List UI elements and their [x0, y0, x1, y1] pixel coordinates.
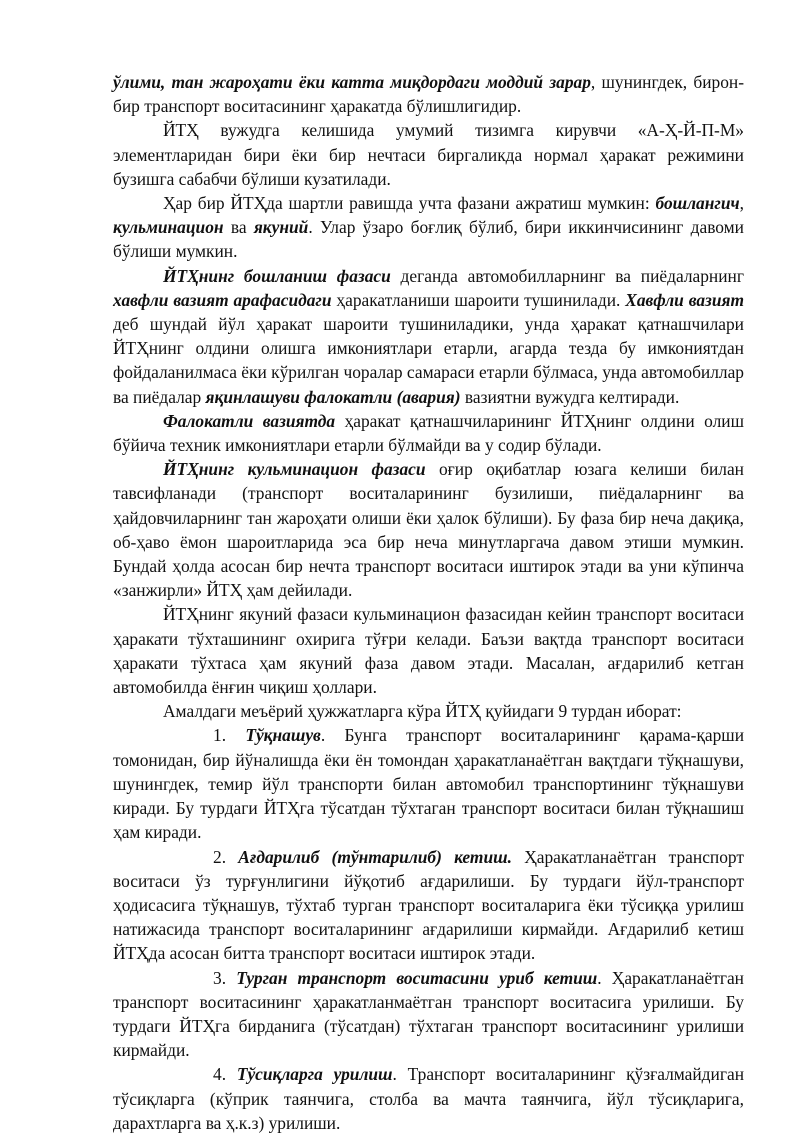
paragraph-intro-continuation: ўлими, тан жароҳати ёки катта миқдордаги моддий зарар, шунингдек, бирон-бир транспорт воситасининг ҳаракатда бўлишлигидир.: [113, 72, 744, 117]
paragraph-culmination-phase: ЙТҲнинг кульминацион фазаси оғир оқибатлар юзага келиши билан тавсифланади (транспорт воситаларининг бузилиши, пиёдаларнинг ва ҳайдовчиларнинг тан жароҳати олиши ёки ҳалок бўлиши). Бу фаза бир неча дақиқа, об-ҳаво ёмон шароитларида эса бир неча минутларгача давом этиши мумкин. Бундай ҳолда асосан бир нечта транспорт воситаси иштирок этади ва уни кўпинча «занжирли» ЙТҲ ҳам дейилади.: [113, 459, 744, 601]
list-item-rollover: 2. Ағдарилиб (тўнтарилиб) кетиш. Ҳаракатланаётган транспорт воситаси ўз турғунлигини йўқотиб ағдарилиши. Бу турдаги йўл-транспорт ҳодисасига тўқнашув, тўхтаб турган транспорт воситаларига ёки тўсиққа урилиш натижасида транспорт воситаларининг ағдарилиши кирмайди. Ағдарилиб кетиш ЙТҲда асосан битта транспорт воситаси иштирок этади.: [113, 846, 744, 964]
paragraph-elements: ЙТҲ вужудга келишида умумий тизимга кирувчи «А-Ҳ-Й-П-М» элементларидан бири ёки бир нечтаси биргаликда нормал ҳаракат режимини бузишга сабабчи бўлиши кузатилади.: [113, 120, 744, 189]
paragraph-phases: Ҳар бир ЙТҲда шартли равишда учта фазани ажратиш мумкин: бошлангич, кульминацион ва якуний. Улар ўзаро боғлиқ бўлиб, бири иккинчисининг давоми бўлиши мумкин.: [113, 193, 744, 262]
paragraph-final-phase: ЙТҲнинг якуний фазаси кульминацион фазасидан кейин транспорт воситаси ҳаракати тўхташининг охирига тўғри келади. Баъзи вақтда транспорт воситаси ҳаракати тўхтаса ҳам якуний фаза давом этади. Масалан, ағдарилиб кетган автомобилда ёнғин чиқиш ҳоллари.: [113, 604, 744, 698]
paragraph-emergency-situation: Фалокатли вазиятда ҳаракат қатнашчиларининг ЙТҲнинг олдини олиш бўйича техник имкониятлари етарли бўлмайди ва у содир бўлади.: [113, 410, 744, 456]
list-item-obstacle-hit: 4. Тўсиқларга урилиш. Транспорт воситаларининг қўзғалмайдиган тўсиқларга (кўприк таянчига, столба ва мачта таянчига, йўл тўсиқларига, дарахтларга ва ҳ.к.з) урилиши.: [113, 1064, 744, 1133]
list-item-parked-vehicle-hit: 3. Турган транспорт воситасини уриб кетиш. Ҳаракатланаётган транспорт воситасининг ҳаракатланмаётган транспорт воситасига урилиши. Бу турдаги ЙТҲга бирданига (тўсатдан) тўхтаган транспорт воситасининг урилиши кирмайди.: [113, 967, 744, 1061]
paragraph-types-intro: Амалдаги меъёрий ҳужжатларга кўра ЙТҲ қуйидаги 9 турдан иборат:: [163, 701, 682, 722]
paragraph-initial-phase: ЙТҲнинг бошланиш фазаси деганда автомобилларнинг ва пиёдаларнинг хавфли вазият арафасидаги ҳаракатланиши шароити тушинилади. Хавфли вазият деб шундай йўл ҳаракат шароити тушиниладики, унда ҳаракат қатнашчилари ЙТҲнинг олдини олишга имкониятлари етарли, агарда тезда бу имкониятдан фойдаланилмаса ёки кўрилган чоралар самараси етарли бўлмаса, унда автомобиллар ва пиёдалар яқинлашуви фалокатли (авария) вазиятни вужудга келтиради.: [113, 265, 744, 407]
list-item-collision: 1. Тўқнашув. Бунга транспорт воситаларининг қарама-қарши томонидан, бир йўналишда ёки ён томондан ҳаракатланаётган вақтдаги тўқнашуви, шунингдек, темир йўл транспорти билан автомобил транспортининг тўқнашуви киради. Бу турдаги ЙТҲга тўсатдан тўхтаган транспорт воситаси билан тўқнашиш ҳам киради.: [113, 725, 745, 843]
